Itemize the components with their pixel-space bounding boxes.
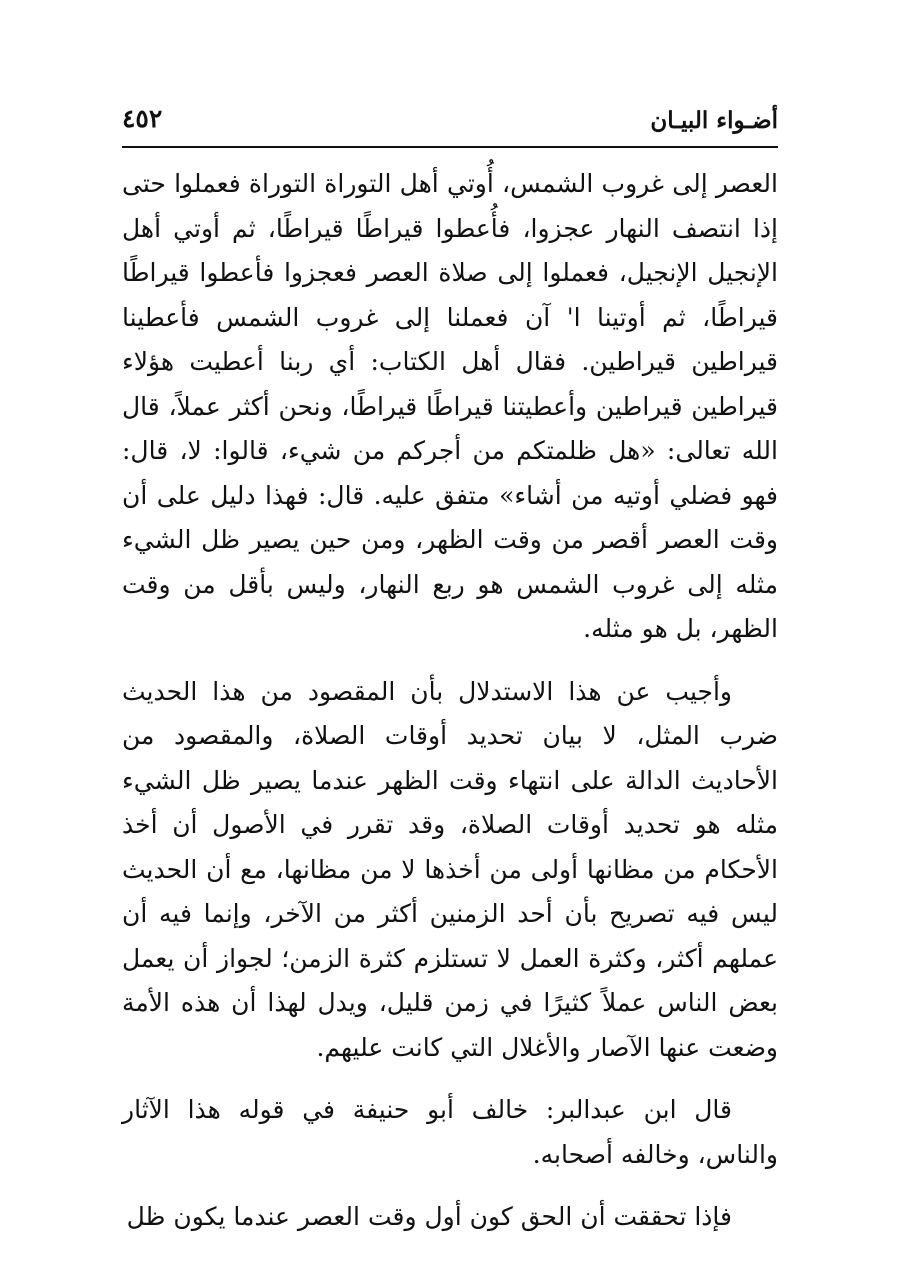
- book-page: [122, 100, 778, 1240]
- paragraph-3: قال ابن عبدالبر: خالف أبو حنيفة في قوله هذا الآثار والناس، وخالفه أصحابه.: [122, 1095, 778, 1169]
- paragraph-1: العصر إلى غروب الشمس، أُوتي أهل التوراة التوراة فعملوا حتى إذا انتصف النهار عجزوا، فأُعطوا قيراطًا قيراطًا، ثم أوتي أهل الإنجيل الإنجيل، فعملوا إلى صلاة العصر فعجزوا فأعطوا قيراطًا قيراطًا، ثم أوتينا ا' آن فعملنا إلى غروب الشمس فأعطينا قيراطين قيراطين. فقال أهل الكتاب: أي ربنا أعطيت هؤلاء قيراطين قيراطين وأعطيتنا قيراطًا قيراطًا، ونحن أكثر عملاً، قال الله تعالى: «هل ظلمتكم من أجركم من شيء، قالوا: لا، قال: فهو فضلي أوتيه من أشاء» متفق عليه. قال: فهذا دليل على أن وقت العصر أقصر من وقت الظهر، ومن حين يصير ظل الشيء مثله إلى غروب الشمس هو ربع النهار، وليس بأقل من وقت الظهر، بل هو مثله.: [122, 169, 778, 643]
- page-number: ٤٥٢: [122, 104, 163, 133]
- page-header: [122, 100, 778, 148]
- running-title: أضـواء البيـان: [650, 107, 778, 134]
- page-body: [122, 162, 778, 1240]
- paragraph-4: فإذا تحققت أن الحق كون أول وقت العصر عندما يكون ظل: [126, 1202, 732, 1231]
- paragraph-2: وأجيب عن هذا الاستدلال بأن المقصود من هذا الحديث ضرب المثل، لا بيان تحديد أوقات الصلاة، والمقصود من الأحاديث الدالة على انتهاء وقت الظهر عندما يصير ظل الشيء مثله هو تحديد أوقات الصلاة، وقد تقرر في الأصول أن أخذ الأحكام من مظانها أولى من أخذها لا من مظانها، مع أن الحديث ليس فيه تصريح بأن أحد الزمنين أكثر من الآخر، وإنما فيه أن عملهم أكثر، وكثرة العمل لا تستلزم كثرة الزمن؛ لجواز أن يعمل بعض الناس عملاً كثيرًا في زمن قليل، ويدل لهذا أن هذه الأمة وضعت عنها الآصار والأغلال التي كانت عليهم.: [122, 676, 778, 1062]
